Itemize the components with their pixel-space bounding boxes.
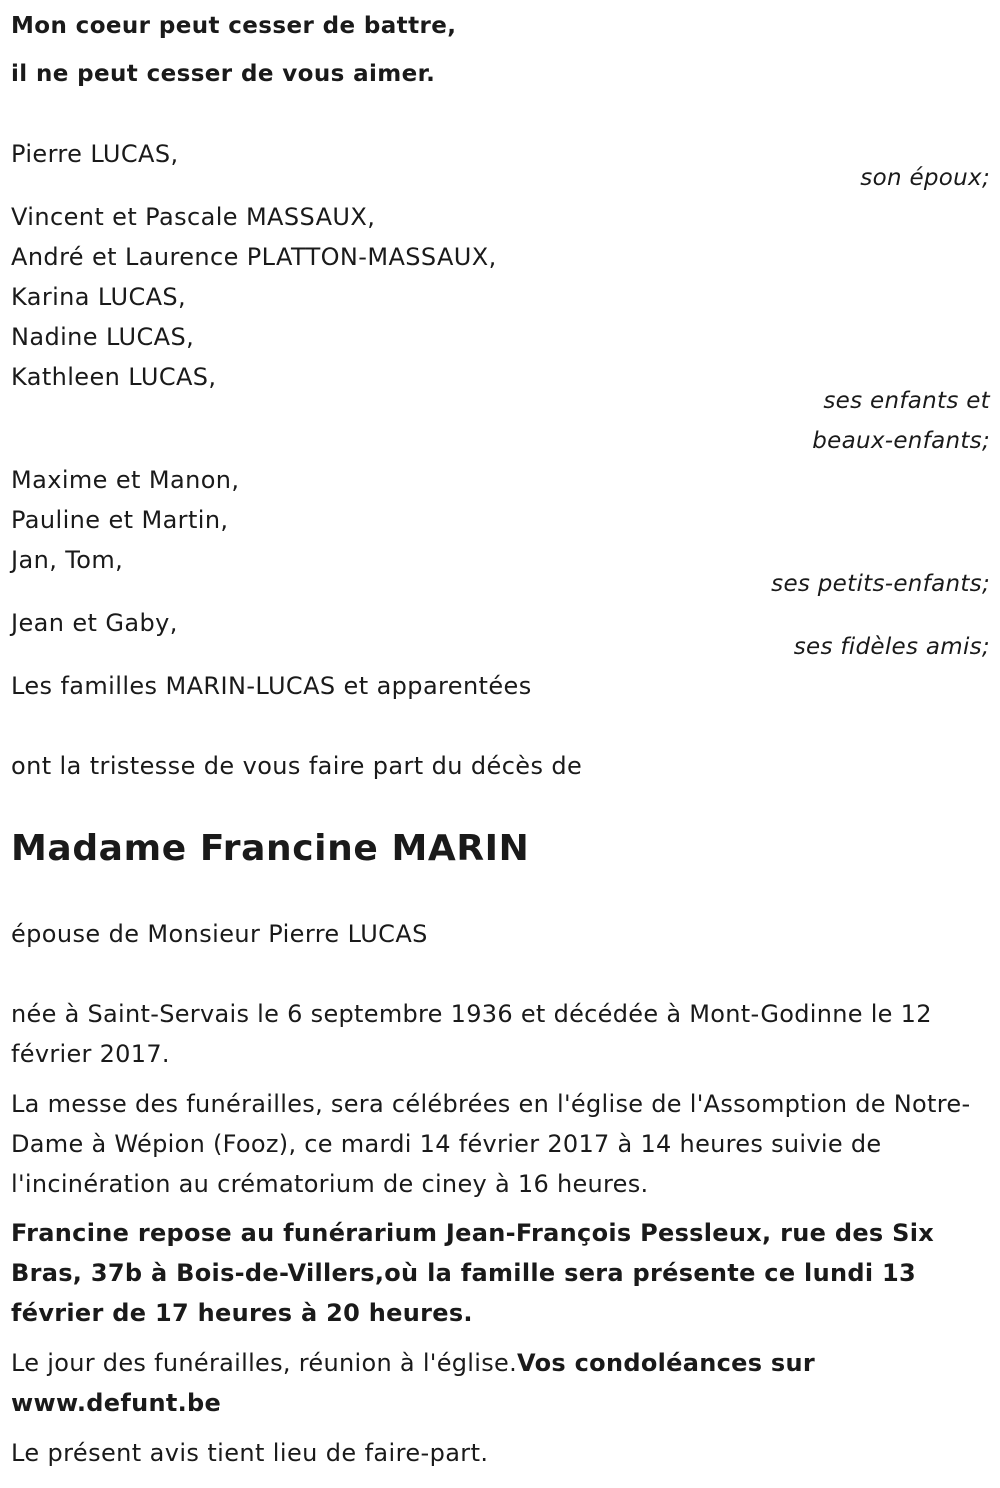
condolences-text: Vos condoléances sur www.defunt.be: [11, 1349, 816, 1417]
grandchild-name: Jan, Tom,: [11, 546, 124, 574]
child-name: Nadine LUCAS,: [11, 323, 195, 351]
child-name: André et Laurence PLATTON-MASSAUX,: [11, 243, 497, 271]
child-name: Kathleen LUCAS,: [11, 363, 217, 391]
grandchild-name: Pauline et Martin,: [11, 506, 229, 534]
funeral-details: La messe des funérailles, sera célébrées en l'église de l'Assomption de Notre-Dame à Wépion (Fooz), ce mardi 14 février 2017 à 14 heures suivie de l'incinération au crématorium de ciney à 16 heures.: [11, 1090, 971, 1198]
announcement-text: ont la tristesse de vous faire part du décès de: [11, 752, 583, 780]
child-name: Vincent et Pascale MASSAUX,: [11, 203, 376, 231]
meeting-text: Le jour des funérailles, réunion à l'église.: [11, 1349, 518, 1377]
closing-text: Le présent avis tient lieu de faire-part.: [11, 1439, 489, 1467]
epigraph-line-1: Mon coeur peut cesser de battre,: [11, 13, 457, 39]
birth-death-text: née à Saint-Servais le 6 septembre 1936 et décédée à Mont-Godinne le 12 février 2017.: [11, 1000, 932, 1068]
friends-name: Jean et Gaby,: [11, 609, 178, 637]
children-relation-line-2: beaux-enfants;: [812, 428, 990, 454]
children-relation-line-1: ses enfants et: [823, 388, 990, 414]
friends-relation: ses fidèles amis;: [793, 634, 990, 660]
visitation-details: Francine repose au funérarium Jean-François Pessleux, rue des Six Bras, 37b à Bois-de-Villers,où la famille sera présente ce lundi 13 février de 17 heures à 20 heures.: [11, 1219, 935, 1327]
grandchild-name: Maxime et Manon,: [11, 466, 240, 494]
child-name: Karina LUCAS,: [11, 283, 187, 311]
deceased-spouse-line: épouse de Monsieur Pierre LUCAS: [11, 920, 428, 948]
grandchildren-relation: ses petits-enfants;: [771, 571, 990, 597]
epigraph-line-2: il ne peut cesser de vous aimer.: [11, 61, 436, 87]
families-line: Les familles MARIN-LUCAS et apparentées: [11, 672, 532, 700]
meeting-paragraph: [11, 1343, 911, 1423]
spouse-relation: son époux;: [860, 165, 990, 191]
spouse-name: Pierre LUCAS,: [11, 140, 179, 168]
deceased-name: Madame Francine MARIN: [11, 828, 530, 869]
